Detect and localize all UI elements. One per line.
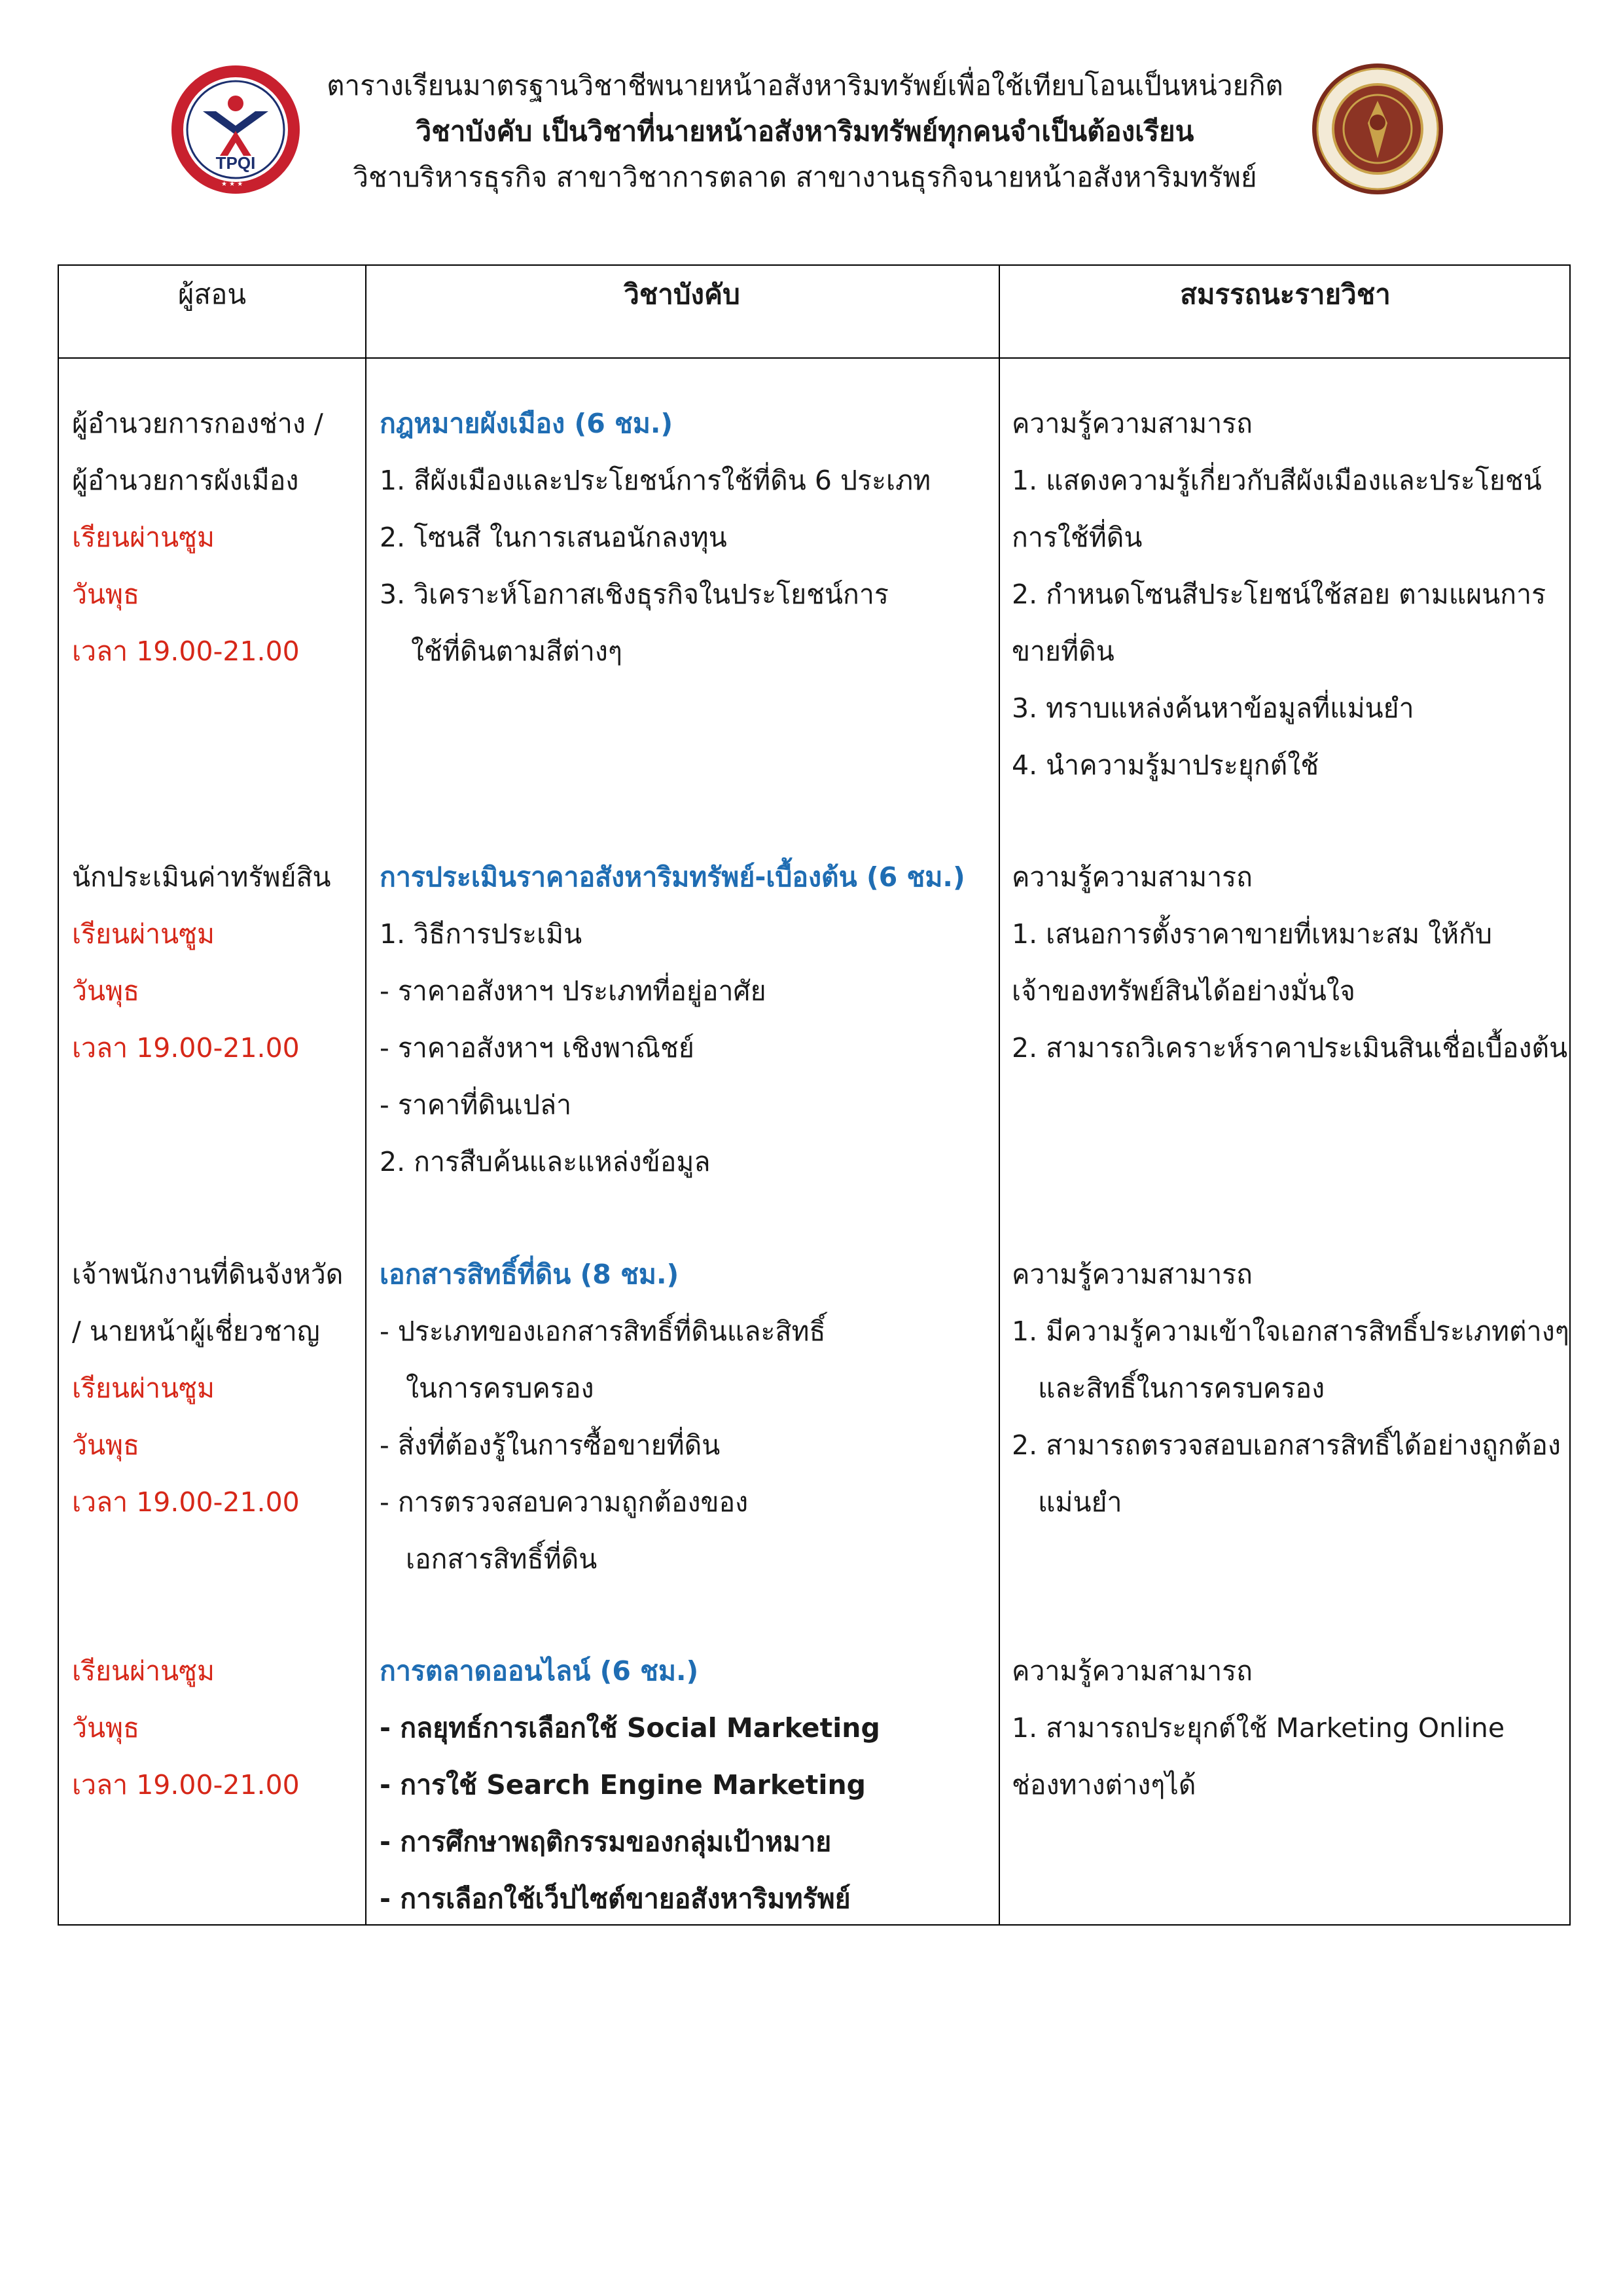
table-row-teacher <box>72 1643 300 1814</box>
header-subtitle-line: วิชาบังคับ เป็นวิชาที่นายหน้าอสังหาริมทรัพย์ทุกคนจำเป็นต้องเรียน <box>416 115 1194 147</box>
table-row-competency: ความรู้ความสามารถ 1. เสนอการตั้งราคาขายที่เหมาะสม ให้กับ เจ้าของทรัพย์สินได้อย่างมั่นใจ 2. สามารถวิเคราะห์ราคาประเมินสินเชื่อเบื้องต้น <box>1012 861 1568 1064</box>
study-mode: เรียนผ่านซูม <box>72 918 215 950</box>
study-time: เวลา 19.00-21.00 <box>72 636 300 667</box>
table-row-competency: ความรู้ความสามารถ 1. สามารถประยุกต์ใช้ Marketing Online ช่องทางต่างๆได้ <box>1012 1655 1505 1801</box>
subject-title: การประเมินราคาอสังหาริมทรัพย์-เบื้องต้น (6 ชม.) <box>380 861 965 893</box>
column-header-subject: วิชาบังคับ <box>624 278 740 310</box>
tpqi-logo <box>157 58 314 202</box>
table-row-teacher: ผู้อำนวยการกองช่าง / ผู้อำนวยการผังเมือง เรียนผ่านซูม วันพุธ เวลา 19.00-21.00 <box>72 395 323 680</box>
study-day: วันพุธ <box>72 579 140 610</box>
column-divider <box>365 266 366 1924</box>
table-row-subject: การประเมินราคาอสังหาริมทรัพย์-เบื้องต้น (6 ชม.) 1. วิธีการประเมิน - ราคาอสังหาฯ ประเภทที่อยู่อาศัย - ราคาอสังหาฯ เชิงพาณิชย์ - ราคาที่ดินเปล่า 2. การสืบค้นและแหล่งข้อมูล <box>380 849 965 1191</box>
table-row-competency: ความรู้ความสามารถ 1. แสดงความรู้เกี่ยวกับสีผังเมืองและประโยชน์ การใช้ที่ดิน 2. กำหนดโซนสีประโยชน์ใช้สอย ตามแผนการ ขายที่ดิน 3. ทราบแหล่งค้นหาข้อมูลที่แม่นยำ 4. นำความรู้มาประยุกต์ใช้ <box>1012 408 1546 781</box>
table-row-teacher: นักประเมินค่าทรัพย์สิน เรียนผ่านซูม วันพุธ เวลา 19.00-21.00 <box>72 849 331 1077</box>
study-mode: เรียนผ่านซูม <box>72 1655 215 1687</box>
svg-text:★ ★ ★: ★ ★ ★ <box>221 181 243 188</box>
column-header-teacher: ผู้สอน <box>177 278 247 310</box>
subject-title: กฎหมายผังเมือง (6 ชม.) <box>380 408 673 439</box>
column-divider <box>999 266 1000 1924</box>
study-day: วันพุธ <box>72 1429 140 1461</box>
header-divider <box>59 357 1569 359</box>
document-header <box>314 63 1296 200</box>
table-row-competency: ความรู้ความสามารถ 1. มีความรู้ความเข้าใจเอกสารสิทธิ์ประเภทต่างๆ และสิทธิ์ในการครบครอง 2. สามารถตรวจสอบเอกสารสิทธิ์ได้อย่างถูกต้อง แม่นยำ <box>1012 1259 1569 1518</box>
svg-text:TPQI: TPQI <box>215 153 256 173</box>
table-row-teacher: เจ้าพนักงานที่ดินจังหวัด / นายหน้าผู้เชี่ยวชาญ เรียนผ่านซูม วันพุธ เวลา 19.00-21.00 <box>72 1246 343 1531</box>
header-title-line: ตารางเรียนมาตรฐานวิชาชีพนายหน้าอสังหาริมทรัพย์เพื่อใช้เทียบโอนเป็นหน่วยกิต <box>327 69 1283 101</box>
study-day: วันพุธ <box>72 1712 140 1744</box>
study-mode: เรียนผ่านซูม <box>72 1372 215 1404</box>
institute-seal-logo <box>1309 60 1446 198</box>
table-row-subject: การตลาดออนไลน์ (6 ชม.) - กลยุทธ์การเลือกใช้ Social Marketing - การใช้ Search Engine Marketing - การศึกษาพฤติกรรมของกลุ่มเป้าหมาย - การเลือกใช้เว็ปไซต์ขายอสังหาริมทรัพย์ <box>380 1643 880 1928</box>
study-time: เวลา 19.00-21.00 <box>72 1032 300 1064</box>
study-day: วันพุธ <box>72 975 140 1007</box>
study-time: เวลา 19.00-21.00 <box>72 1486 300 1518</box>
table-row-subject: กฎหมายผังเมือง (6 ชม.) 1. สีผังเมืองและประโยชน์การใช้ที่ดิน 6 ประเภท 2. โซนสี ในการเสนอนักลงทุน 3. วิเคราะห์โอกาสเชิงธุรกิจในประโยชน์การ ใช้ที่ดินตามสีต่างๆ <box>380 395 931 680</box>
study-time: เวลา 19.00-21.00 <box>72 1769 300 1801</box>
schedule-table <box>58 264 1571 1926</box>
subject-title: เอกสารสิทธิ์ที่ดิน (8 ชม.) <box>380 1259 679 1290</box>
subject-title: การตลาดออนไลน์ (6 ชม.) <box>380 1655 699 1687</box>
study-mode: เรียนผ่านซูม <box>72 522 215 553</box>
header-program-line: วิชาบริหารธุรกิจ สาขาวิชาการตลาด สาขางานธุรกิจนายหน้าอสังหาริมทรัพย์ <box>353 161 1257 193</box>
column-header-competency: สมรรถนะรายวิชา <box>1180 278 1391 310</box>
table-row-subject: เอกสารสิทธิ์ที่ดิน (8 ชม.) - ประเภทของเอกสารสิทธิ์ที่ดินและสิทธิ์ ในการครบครอง - สิ่งที่ต้องรู้ในการซื้อขายที่ดิน - การตรวจสอบความถูกต้องของ เอกสารสิทธิ์ที่ดิน <box>380 1246 826 1588</box>
